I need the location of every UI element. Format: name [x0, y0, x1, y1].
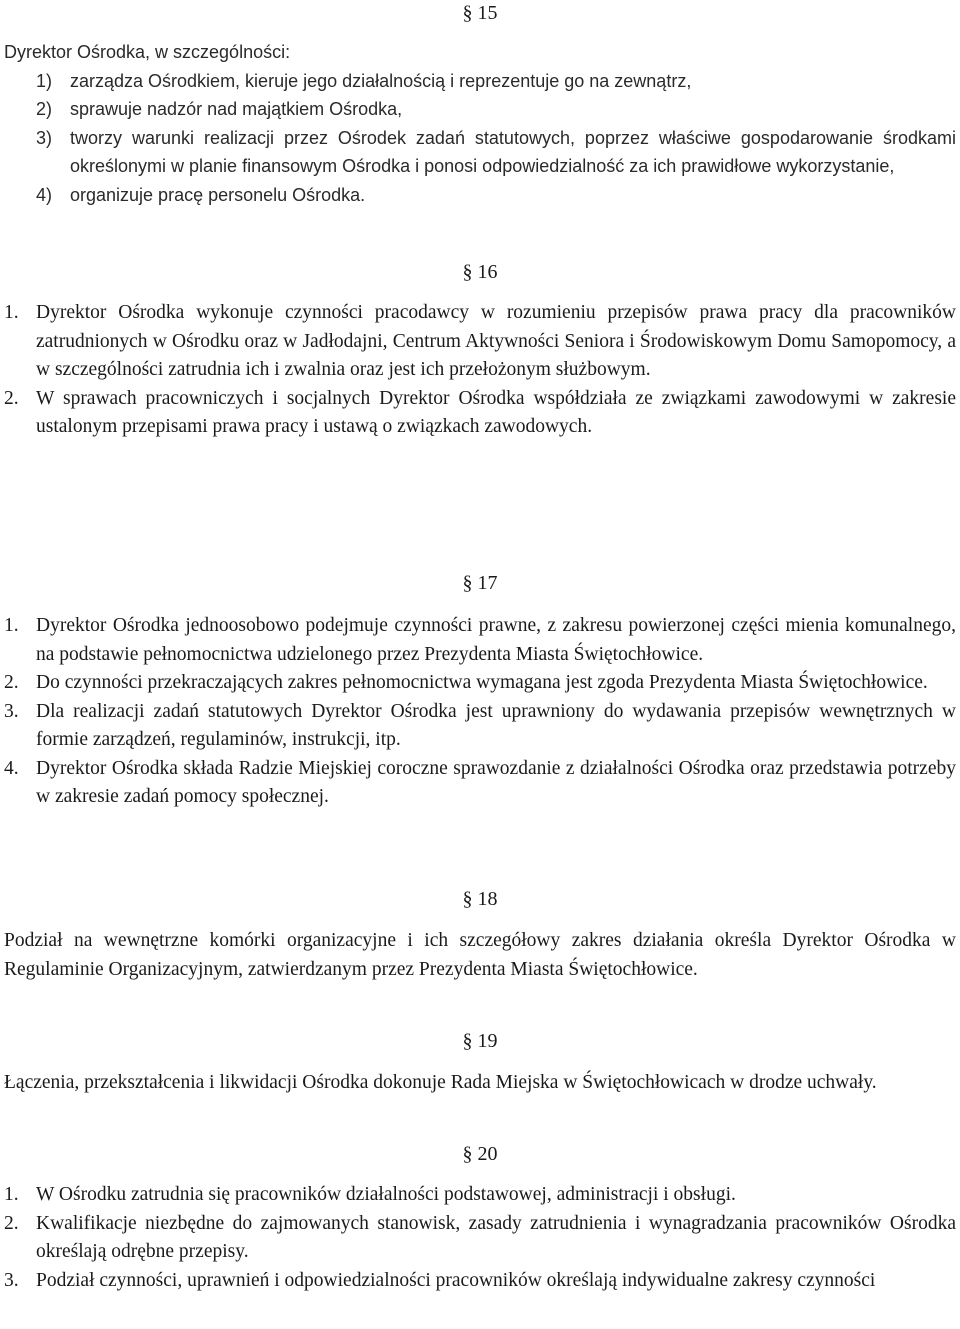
- section-17-body: [0, 612, 960, 812]
- section-17-heading: § 17: [462, 572, 498, 594]
- section-20-body: [0, 1181, 960, 1295]
- item-text: organizuje pracę personelu Ośrodka.: [70, 184, 366, 205]
- item-text: Dyrektor Ośrodka jednoosobowo podejmuje czynności prawne, z zakresu powierzonej części mienia komunalnego, na podstawie pełnomocnictwa udzielonego przez Prezydenta Miasta Świętochłowice.: [36, 615, 956, 665]
- list-item: [0, 698, 960, 755]
- item-number: 2): [36, 99, 53, 119]
- item-number: 1): [36, 70, 53, 91]
- item-text: W Ośrodku zatrudnia się pracowników działalności podstawowej, administracji i obsługi.: [36, 1184, 736, 1205]
- list-item: [0, 95, 960, 124]
- section-16-body: [0, 299, 960, 442]
- item-text: Do czynności przekraczających zakres pełnomocnictwa wymagana jest zgoda Prezydenta Miasta Świętochłowice.: [36, 672, 928, 693]
- list-item: [0, 299, 960, 385]
- list-item: [0, 1181, 960, 1210]
- section-16-list: [0, 299, 960, 442]
- section-18-heading: § 18: [462, 888, 498, 910]
- section-15-body: [0, 38, 960, 209]
- item-text: Kwalifikacje niezbędne do zajmowanych stanowisk, zasady zatrudnienia i wynagradzania pracowników Ośrodka określają odrębne przepisy.: [36, 1212, 956, 1262]
- item-text: sprawuje nadzór nad majątkiem Ośrodka,: [70, 99, 403, 119]
- item-number: 2.: [4, 1212, 19, 1234]
- item-number: 3): [36, 127, 53, 148]
- item-number: 3.: [4, 700, 19, 722]
- item-number: 1.: [4, 1184, 19, 1205]
- item-number: 2.: [4, 672, 19, 693]
- section-19-text: Łączenia, przekształcenia i likwidacji Ośrodka dokonuje Rada Miejska w Świętochłowicach w drodze uchwały.: [4, 1072, 877, 1093]
- list-item: [0, 669, 960, 698]
- section-19-body: [0, 1069, 960, 1098]
- section-17-list: [0, 612, 960, 812]
- section-20-list: [0, 1181, 960, 1295]
- item-text: Dyrektor Ośrodka wykonuje czynności pracodawcy w rozumieniu przepisów prawa pracy dla pracowników zatrudnionych w Ośrodku oraz w Jadłodajni, Centrum Aktywności Seniora i Środowiskowym Domu Samopomocy, a w szczególności zatrudnia ich i zwalnia oraz jest ich przełożonym służbowym.: [36, 302, 956, 380]
- section-15-intro: Dyrektor Ośrodka, w szczególności:: [4, 42, 291, 62]
- section-18-text: Podział na wewnętrzne komórki organizacyjne i ich szczegółowy zakres działania określa Dyrektor Ośrodka w Regulaminie Organizacyjnym, zatwierdzanym przez Prezydenta Miasta Świętochłowice.: [4, 930, 956, 980]
- item-text: Dyrektor Ośrodka składa Radzie Miejskiej coroczne sprawozdanie z działalności Ośrodka oraz przedstawia potrzeby w zakresie zadań pomocy społecznej.: [36, 757, 956, 807]
- section-20-heading: § 20: [462, 1143, 498, 1165]
- section-16-heading: § 16: [462, 261, 498, 283]
- item-text: Dla realizacji zadań statutowych Dyrektor Ośrodka jest uprawniony do wydawania przepisów wewnętrznych w formie zarządzeń, regulaminów, instrukcji, itp.: [36, 700, 956, 750]
- item-text: zarządza Ośrodkiem, kieruje jego działalnością i reprezentuje go na zewnątrz,: [70, 70, 692, 91]
- list-item: [0, 124, 960, 181]
- item-text: tworzy warunki realizacji przez Ośrodek zadań statutowych, poprzez właściwe gospodarowanie środkami określonymi w planie finansowym Ośrodka i ponosi odpowiedzialność za ich prawidłowe wykorzystanie,: [70, 127, 956, 176]
- list-item: [0, 755, 960, 812]
- list-item: [0, 1210, 960, 1267]
- item-number: 4.: [4, 757, 19, 779]
- item-text: Podział czynności, uprawnień i odpowiedzialności pracowników określają indywidualne zakresy czynności: [36, 1269, 876, 1291]
- list-item: [0, 67, 960, 96]
- item-number: 4): [36, 184, 53, 205]
- list-item: [0, 1267, 960, 1296]
- section-15-list: [0, 67, 960, 210]
- item-number: 1.: [4, 302, 19, 323]
- item-number: 1.: [4, 615, 19, 636]
- item-number: 2.: [4, 387, 19, 409]
- item-text: W sprawach pracowniczych i socjalnych Dyrektor Ośrodka współdziała ze związkami zawodowymi w zakresie ustalonym przepisami prawa pracy i ustawą o związkach zawodowych.: [36, 387, 956, 437]
- section-15-heading: § 15: [462, 2, 498, 24]
- item-number: 3.: [4, 1269, 19, 1291]
- list-item: [0, 181, 960, 210]
- section-18-body: [0, 927, 960, 984]
- list-item: [0, 385, 960, 442]
- section-19-heading: § 19: [462, 1030, 498, 1052]
- list-item: [0, 612, 960, 669]
